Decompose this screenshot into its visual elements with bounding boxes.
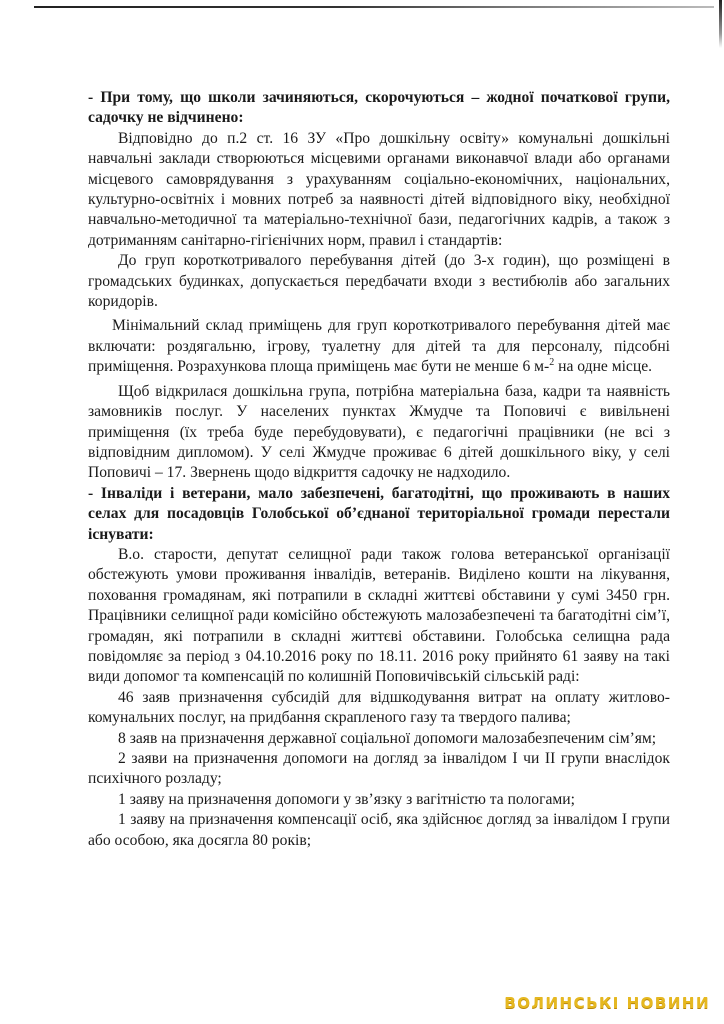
section1-paragraph-2: До груп короткотривалого перебування дітей (до 3-х годин), що розміщені в громадських будинках, допускається передбачати входи з вестибюлів або загальних коридорів. bbox=[88, 252, 670, 311]
paragraph-3-end: на одне місце. bbox=[554, 358, 653, 376]
top-border-line bbox=[34, 6, 714, 8]
superscript: 2 bbox=[549, 357, 555, 369]
section2-paragraph-1: В.о. старости, депутат селищної ради також голова ветеранської організації обстежують умови проживання інвалідів, ветеранів. Виділено кошти на лікування, поховання громадянам, які потрапили в складні життєві обставини у сумі 3450 грн. Працівники селищної ради комісійно обстежують малозабезпечені та багатодітні сім’ї, громадян, які потрапили в складні життєві обставини. Голобська селищна рада повідомляє за період з 04.10.2016 року по 18.11. 2016 року прийнято 61 заяву на такі види допомог та компенсацій по колишній Поповичівській сільській раді: bbox=[88, 545, 670, 686]
list-item: 46 заяв призначення субсидій для відшкодування витрат на оплату житлово-комунальних послуг, на придбання скрапленого газу та твердого палива; bbox=[88, 688, 670, 727]
section1-paragraph-4: Щоб відкрилася дошкільна група, потрібна матеріальна база, кадри та наявність замовників послуг. У населених пунктах Жмудче та Поповичі є вивільнені приміщення (їх треба буде перебудовувати), є педагогічні працівники (не всі з відповідним дипломом). У селі Жмудче проживає 6 дітей дошкільного віку, у селі Поповичі – 17. Звернень щодо відкриття садочку не надходило. bbox=[88, 382, 670, 482]
list-item: 2 заяви на призначення допомоги на догляд за інвалідом I чи II групи внаслідок психічного розладу; bbox=[88, 750, 670, 788]
document-page bbox=[88, 88, 670, 851]
watermark-logo: ВОЛИНСЬКІ НОВИНИ bbox=[504, 994, 710, 1012]
scan-edge-mark bbox=[719, 0, 722, 48]
section1-paragraph-3 bbox=[88, 316, 670, 377]
paragraph-3-text: Мінімальний склад приміщень для груп короткотривалого перебування дітей має включати: роздягальню, ігрову, туалетну для дітей та для персоналу, підсобні приміщення. Розрахункова площа приміщень має бути не менше 6 м- bbox=[88, 317, 670, 376]
list-item: 1 заяву на призначення компенсації осіб, яка здійснює догляд за інвалідом I групи або особою, яка досягла 80 років; bbox=[88, 811, 670, 849]
section1-paragraph-1: Відповідно до п.2 ст. 16 ЗУ «Про дошкільну освіту» комунальні дошкільні навчальні заклади створюються місцевими органами виконавчої влади або органами місцевого самоврядування з урахуванням соціально-економічних, національних, культурно-освітніх і мовних потреб за наявності дітей відповідного віку, необхідної навчально-методичної та матеріально-технічної бази, педагогічних кадрів, а також з дотриманням санітарно-гігієнічних норм, правил і стандартів: bbox=[88, 129, 670, 249]
section2-heading: - Інваліди і ветерани, мало забезпечені, багатодітні, що проживають в наших селах для посадовців Голобської об’єднаної територіальної громади перестали існувати: bbox=[88, 484, 670, 543]
list-item: 1 заяву на призначення допомоги у зв’язку з вагітністю та пологами; bbox=[118, 790, 575, 808]
section1-heading: - При тому, що школи зачиняються, скорочуються – жодної початкової групи, садочку не відчинено: bbox=[88, 89, 670, 127]
list-item: 8 заяв на призначення державної соціальної допомоги малозабезпеченим сім’ям; bbox=[118, 729, 657, 747]
